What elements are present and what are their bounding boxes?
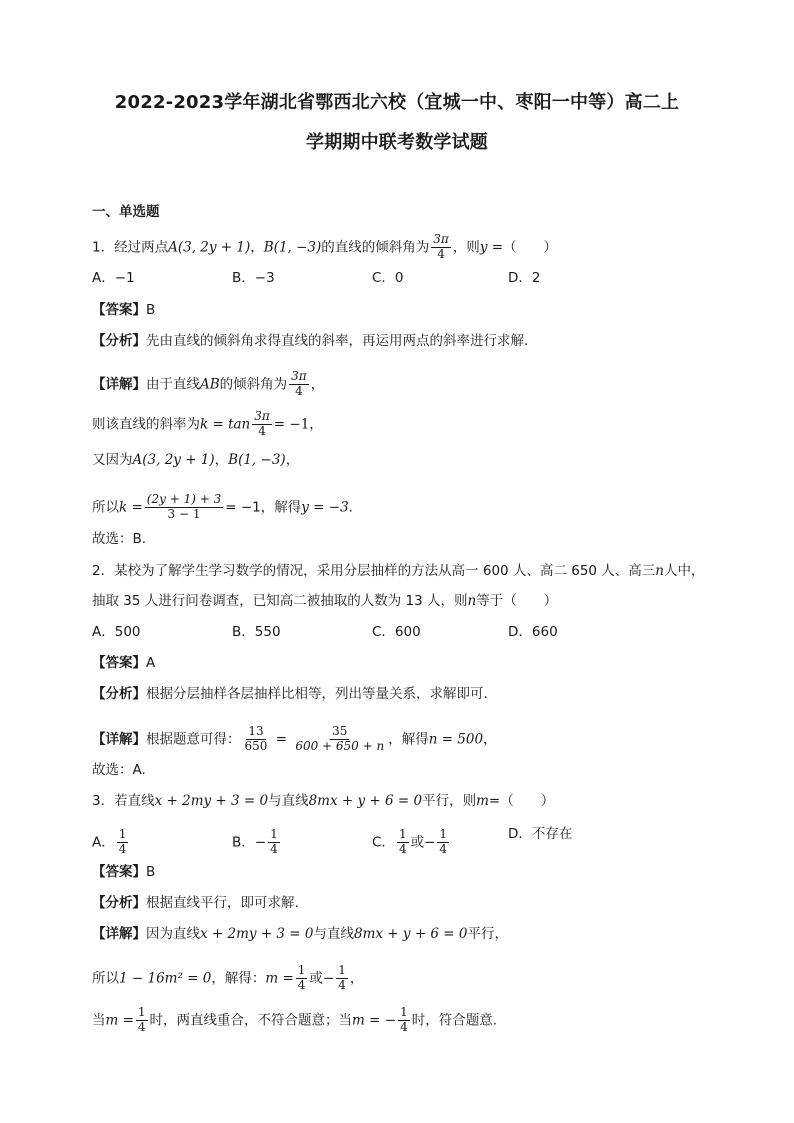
q3-d3f2-den: 4 — [400, 1019, 408, 1034]
q3-stem-text-2: 与直线 — [268, 793, 309, 809]
q1-stem — [92, 233, 557, 262]
q3-detail-3 — [92, 1006, 497, 1035]
q1-d2-num: 3π — [254, 409, 270, 423]
q3-ob-den: 4 — [270, 841, 278, 856]
q1-d1-fraction — [289, 370, 309, 399]
q1-paren: （ ） — [503, 239, 558, 256]
q1-angle-den: 4 — [437, 246, 445, 261]
detail-label: 【详解】 — [92, 376, 146, 393]
q1-d1-num: 3π — [291, 369, 307, 383]
q1-stem-text: 1．经过两点 — [92, 239, 169, 256]
q3-d3f1-num: 1 — [137, 1005, 146, 1019]
q3-d3-text-3: 时，符合题意. — [411, 1012, 497, 1029]
q1-stem-text-2: 的直线的倾斜角为 — [321, 239, 430, 256]
answer-label: 【答案】 — [92, 864, 146, 880]
q3-var-m: m — [476, 793, 489, 809]
analysis-label: 【分析】 — [92, 686, 146, 702]
q3-d2-text: 所以 — [92, 970, 119, 987]
q1-stem-text-3: ，则 — [452, 239, 480, 256]
q1-d2-k: k = tan — [200, 416, 251, 433]
q1-d2-fraction — [252, 410, 272, 439]
q1-var: y = — [479, 239, 504, 256]
q1-d4-period: . — [348, 499, 353, 516]
q3-d2f1-num: 1 — [297, 963, 306, 977]
q3-option-a-fraction — [117, 828, 129, 857]
q3-d3-m: m = — [105, 1012, 134, 1029]
q3-option-b — [232, 828, 282, 857]
q2-d1-text: 根据题意可得： — [146, 731, 241, 748]
q1-angle-num: 3π — [433, 232, 449, 246]
q2-f2-num: 35 — [332, 724, 348, 738]
q3-d1-text: 因为直线 — [146, 926, 200, 942]
q3-d2-m: m = — [265, 970, 294, 987]
q3-d2-fraction-2 — [336, 964, 348, 993]
answer-label: 【答案】 — [92, 302, 146, 318]
document-title-line-1: 2022-2023学年湖北省鄂西北六校（宜城一中、枣阳一中等）高二上 — [114, 92, 680, 113]
detail-label: 【详解】 — [92, 926, 146, 942]
q3-option-b-label: B．− — [232, 834, 267, 851]
q2-line2-text-2: 等于（ ） — [476, 593, 558, 609]
q1-d1-text-2: 的倾斜角为 — [219, 376, 288, 393]
q3-analysis — [92, 897, 299, 911]
q3-d3f1-den: 4 — [137, 1019, 146, 1034]
q3-answer-value: B — [146, 864, 156, 880]
q3-option-d: D．不存在 — [508, 826, 573, 842]
q3-oa-num: 1 — [118, 827, 127, 841]
q2-d1-result: n = 500 — [428, 731, 484, 748]
q1-option-c: C．0 — [372, 270, 404, 286]
q3-d3-m2: m = − — [352, 1012, 397, 1029]
choose-label: 故选： — [92, 762, 133, 778]
q1-point-b: B(1, −3) — [263, 239, 322, 256]
q3-d3-fraction-2 — [398, 1006, 410, 1035]
q3-d2-text-3: ， — [349, 970, 364, 987]
q3-detail-1 — [92, 928, 508, 942]
q3-d2-eq: 1 − 16m² = 0 — [119, 970, 212, 987]
q3-oc2-num: 1 — [439, 827, 448, 841]
q2-d1-text-3: ， — [483, 731, 497, 748]
q1-line-ab: AB — [200, 376, 220, 393]
q3-option-b-fraction — [268, 828, 280, 857]
q1-point-a: A(3, 2y + 1) — [168, 239, 251, 256]
q3-oc-den: 4 — [398, 841, 407, 856]
q3-d3-text: 当 — [92, 1012, 106, 1029]
q1-d2-text-2: = −1， — [273, 416, 323, 433]
q2-analysis-text: 根据分层抽样各层抽样比相等，列出等量关系，求解即可. — [146, 686, 488, 702]
q2-fraction-1 — [243, 725, 270, 754]
analysis-label: 【分析】 — [92, 333, 146, 349]
q3-d1-text-3: 平行， — [467, 926, 508, 942]
q1-angle-fraction — [431, 233, 451, 262]
q3-ob-num: 1 — [270, 827, 278, 841]
q3-d3f2-num: 1 — [400, 1005, 408, 1019]
q3-stem — [92, 795, 554, 809]
q1-d4-result: y = −3 — [301, 499, 349, 516]
answer-label: 【答案】 — [92, 655, 146, 671]
q3-option-c-label: C． — [372, 834, 395, 851]
q3-d1-line-2: 8mx + y + 6 = 0 — [354, 926, 468, 942]
q2-choose-value: A. — [132, 762, 146, 778]
q2-option-b: B．550 — [232, 624, 281, 640]
q3-d2-or: 或− — [309, 970, 335, 987]
q1-d3-sep: ， — [214, 452, 229, 468]
q3-option-c-or: 或− — [410, 834, 436, 851]
q3-option-a — [92, 828, 130, 857]
choose-label: 故选： — [92, 531, 133, 547]
q1-option-d: D．2 — [508, 270, 541, 286]
q2-line1-text-2: 人中， — [664, 563, 705, 579]
q1-analysis — [92, 335, 528, 349]
q3-d1-text-2: 与直线 — [313, 926, 354, 942]
analysis-label: 【分析】 — [92, 895, 146, 911]
q2-analysis — [92, 688, 488, 702]
q2-stem-line-2 — [92, 595, 557, 609]
q1-choose-value: B. — [132, 531, 147, 547]
q1-sep: ， — [250, 239, 264, 256]
q3-analysis-text: 根据直线平行，即可求解. — [146, 895, 299, 911]
q1-d4-num: (2y + 1) + 3 — [146, 492, 222, 506]
q1-choose — [92, 533, 146, 547]
q3-stem-text-3: 平行，则 — [422, 793, 477, 809]
q2-line1-n: n — [655, 563, 664, 579]
q3-option-c-fraction-2 — [437, 828, 449, 857]
q3-line-2: 8mx + y + 6 = 0 — [308, 793, 423, 809]
q3-d2f2-den: 4 — [338, 977, 346, 992]
q1-d4-fraction — [145, 493, 223, 522]
q1-detail-1 — [92, 370, 324, 399]
q1-option-a: A．−1 — [92, 270, 135, 286]
q3-d3-text-2: 时，两直线重合，不符合题意；当 — [149, 1012, 353, 1029]
q2-answer — [92, 657, 155, 671]
q1-d3-text: 又因为 — [92, 452, 133, 468]
q1-d2-text: 则该直线的斜率为 — [92, 416, 200, 433]
q3-option-c-fraction-1 — [397, 828, 409, 857]
q2-answer-value: A — [146, 655, 156, 671]
q3-oa-den: 4 — [118, 841, 127, 856]
q1-detail-3 — [92, 454, 299, 468]
q2-stem-line-1 — [92, 565, 705, 579]
q1-detail-4 — [92, 493, 353, 522]
q1-analysis-text: 先由直线的倾斜角求得直线的斜率，再运用两点的斜率进行求解. — [146, 333, 529, 349]
q1-d4-text-2: = −1，解得 — [225, 499, 302, 516]
q3-paren: =（ ） — [488, 793, 555, 809]
q2-choose — [92, 764, 146, 778]
q3-d1-line-1: x + 2my + 3 = 0 — [200, 926, 314, 942]
detail-label: 【详解】 — [92, 731, 146, 748]
q2-option-c: C．600 — [372, 624, 421, 640]
q1-option-b: B．−3 — [232, 270, 275, 286]
q1-d3-point-a: A(3, 2y + 1) — [132, 452, 215, 468]
q1-d1-text-3: ， — [310, 376, 325, 393]
q1-d3-point-b: B(1, −3) — [228, 452, 286, 468]
q3-option-a-label: A． — [92, 834, 115, 851]
q1-answer-value: B — [146, 302, 156, 318]
q3-detail-2 — [92, 964, 363, 993]
q3-d2f2-num: 1 — [338, 963, 346, 977]
q1-d1-text: 由于直线 — [146, 376, 200, 393]
section-heading: 一、单选题 — [92, 204, 160, 220]
q1-detail-2 — [92, 410, 323, 439]
q2-f2-den: 600 + 650 + n — [295, 738, 385, 753]
q3-d2-fraction-1 — [296, 964, 308, 993]
q3-line-1: x + 2my + 3 = 0 — [154, 793, 269, 809]
q3-oc2-den: 4 — [439, 841, 448, 856]
q1-d2-den: 4 — [258, 423, 266, 438]
q1-d4-den: 3 − 1 — [167, 506, 201, 521]
q3-stem-text: 3．若直线 — [92, 793, 155, 809]
q2-line2-text: 抽取 35 人进行问卷调查，已知高二被抽取的人数为 13 人，则 — [92, 593, 468, 609]
q3-d3-fraction-1 — [136, 1006, 148, 1035]
q2-option-a: A．500 — [92, 624, 141, 640]
q3-d2-text-2: ，解得： — [211, 970, 266, 987]
document-title-line-2: 学期期中联考数学试题 — [306, 132, 488, 153]
q1-d1-den: 4 — [295, 383, 303, 398]
q1-d4-text: 所以 — [92, 499, 119, 516]
q1-d4-k: k = — [119, 499, 143, 516]
q3-option-c — [372, 828, 451, 857]
q3-d2f1-den: 4 — [297, 977, 306, 992]
q2-fraction-2 — [293, 725, 386, 754]
q1-answer — [92, 304, 155, 318]
q2-f1-num: 13 — [248, 724, 264, 738]
q1-d3-text-2: ， — [285, 452, 300, 468]
q3-answer — [92, 866, 155, 880]
q2-d1-text-2: ，解得 — [388, 731, 429, 748]
q2-detail-1: 【详解】根据题意可得： $\frac{13}{650}$ = $\frac{35}{600 + 650 + n}$ ，解得n = 500， — [92, 724, 497, 753]
q2-line2-n: n — [467, 593, 477, 609]
q2-f1-den: 650 — [244, 738, 268, 753]
q2-option-d: D．660 — [508, 624, 558, 640]
q2-line1-text: 2．某校为了解学生学习数学的情况，采用分层抽样的方法从高一 600 人、高二 650 人、高三 — [92, 563, 656, 579]
q3-oc-num: 1 — [398, 827, 407, 841]
